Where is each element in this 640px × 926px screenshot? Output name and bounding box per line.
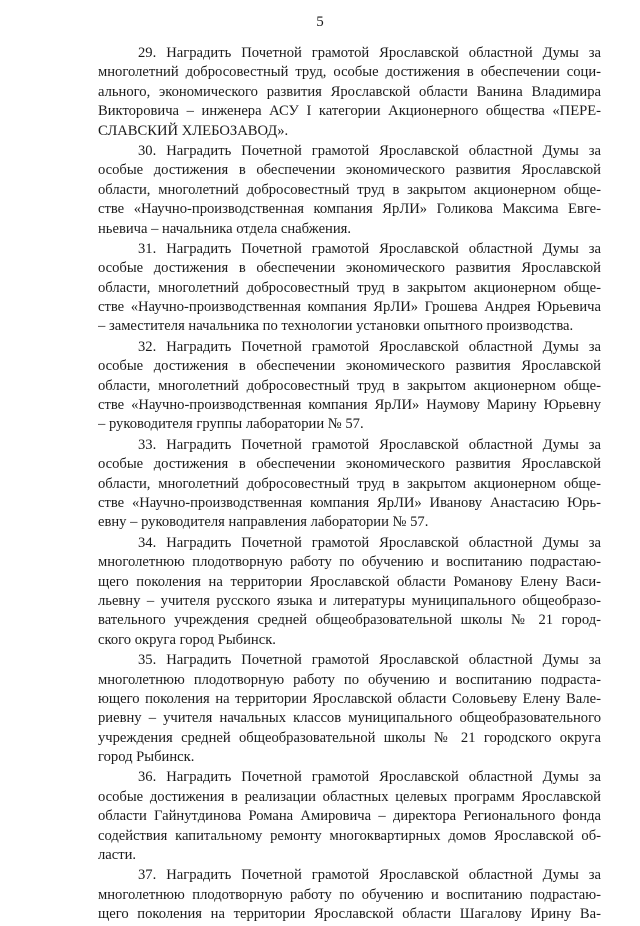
paragraph-line: многолетнюю плодотворную работу по обучению и воспитанию подрастаю-	[98, 554, 601, 571]
paragraph-line: стве «Научно-производственная компания ЯрЛИ» Наумову Марину Юрьевну	[98, 397, 601, 414]
paragraph-line: город Рыбинск.	[98, 749, 195, 766]
paragraph-line: евну – руководителя направления лаборатории № 57.	[98, 514, 429, 531]
award-paragraph	[98, 338, 601, 435]
paragraph-line: Викторовича – инженера АСУ I категории Акционерного общества «ПЕРЕ-	[98, 103, 601, 120]
paragraph-line: особые достижения в обеспечении экономического развития Ярославской	[98, 456, 601, 473]
award-paragraph	[98, 651, 601, 767]
paragraph-line: особые достижения в обеспечении экономического развития Ярославской	[98, 358, 601, 375]
paragraph-line: особые достижения в реализации областных целевых программ Ярославской	[98, 788, 601, 805]
award-paragraph	[98, 142, 601, 239]
paragraph-line: ального, экономического развития Ярославской области Ванина Владимира	[98, 83, 601, 100]
paragraph-line: многолетний добросовестный труд, особые достижения в обеспечении соци-	[98, 64, 601, 81]
award-paragraph	[98, 44, 601, 141]
paragraph-line: 37. Наградить Почетной грамотой Ярославской областной Думы за	[138, 867, 601, 884]
paragraph-line: 29. Наградить Почетной грамотой Ярославской областной Думы за	[138, 45, 601, 61]
paragraph-line: 30. Наградить Почетной грамотой Ярославской областной Думы за	[138, 142, 601, 159]
paragraph-line: 34. Наградить Почетной грамотой Ярославской областной Думы за	[138, 534, 601, 551]
award-paragraph	[98, 436, 601, 533]
paragraph-line: стве «Научно-производственная компания ЯрЛИ» Голикова Максима Евге-	[98, 201, 601, 218]
page-number: 5	[316, 14, 324, 30]
paragraph-line: особые достижения в обеспечении экономического развития Ярославской	[98, 162, 601, 179]
paragraph-line: 31. Наградить Почетной грамотой Ярославской областной Думы за	[138, 240, 601, 257]
document-body	[98, 44, 601, 926]
paragraph-line: области, многолетний добросовестный труд в закрытом акционерном обще-	[98, 181, 601, 198]
paragraph-line: стве «Научно-производственная компания ЯрЛИ» Грошева Андрея Юрьевича	[98, 299, 601, 316]
paragraph-line: особые достижения в обеспечении экономического развития Ярославской	[98, 260, 601, 277]
paragraph-line: льевну – учителя русского языка и литературы муниципального общеобразо-	[98, 592, 601, 609]
paragraph-line: области, многолетний добросовестный труд в закрытом акционерном обще-	[98, 279, 601, 296]
paragraph-line: – заместителя начальника по технологии установки опытного производства.	[98, 318, 574, 335]
award-paragraph	[98, 866, 601, 924]
award-paragraph	[98, 534, 601, 650]
paragraph-line: области, многолетний добросовестный труд в закрытом акционерном обще-	[98, 475, 601, 492]
paragraph-line: ского округа город Рыбинск.	[98, 631, 276, 648]
paragraph-line: многолетнюю плодотворную работу по обучению и воспитанию подрастаю-	[98, 886, 601, 903]
paragraph-line: многолетнюю плодотворную работу по обучению и воспитанию подраста-	[98, 671, 601, 688]
paragraph-line: области Гайнутдинова Романа Амировича – директора Регионального фонда	[98, 808, 601, 825]
paragraph-line: ласти.	[98, 847, 137, 864]
paragraph-line: ющего поколения на территории Ярославской области Соловьеву Елену Вале-	[98, 690, 601, 707]
paragraph-line: ньевича – начальника отдела снабжения.	[98, 220, 352, 237]
paragraph-line: риевну – учителя начальных классов муниципального общеобразовательного	[98, 710, 601, 727]
award-paragraph	[98, 240, 601, 337]
paragraph-line: СЛАВСКИЙ ХЛЕБОЗАВОД».	[98, 122, 289, 139]
paragraph-line: стве «Научно-производственная компания ЯрЛИ» Иванову Анастасию Юрь-	[98, 494, 601, 511]
paragraph-line: учреждения средней общеобразовательной школы № 21 городского округа	[98, 729, 601, 746]
paragraph-line: щего поколения на территории Ярославской области Романову Елену Васи-	[98, 573, 601, 590]
paragraph-line: вательного учреждения средней общеобразовательной школы № 21 город-	[98, 612, 601, 629]
paragraph-line: 33. Наградить Почетной грамотой Ярославской областной Думы за	[138, 436, 601, 453]
paragraph-line: 35. Наградить Почетной грамотой Ярославской областной Думы за	[138, 652, 601, 669]
paragraph-line: – руководителя группы лаборатории № 57.	[98, 416, 364, 433]
paragraph-line: 36. Наградить Почетной грамотой Ярославской областной Думы за	[138, 769, 601, 786]
paragraph-line: 32. Наградить Почетной грамотой Ярославской областной Думы за	[138, 338, 601, 355]
paragraph-line: содействия капитальному ремонту многоквартирных домов Ярославской об-	[98, 827, 601, 844]
paragraph-line: щего поколения на территории Ярославской области Шагалову Ирину Ва-	[98, 906, 601, 923]
paragraph-line: области, многолетний добросовестный труд в закрытом акционерном обще-	[98, 377, 601, 394]
award-paragraph	[98, 768, 601, 865]
